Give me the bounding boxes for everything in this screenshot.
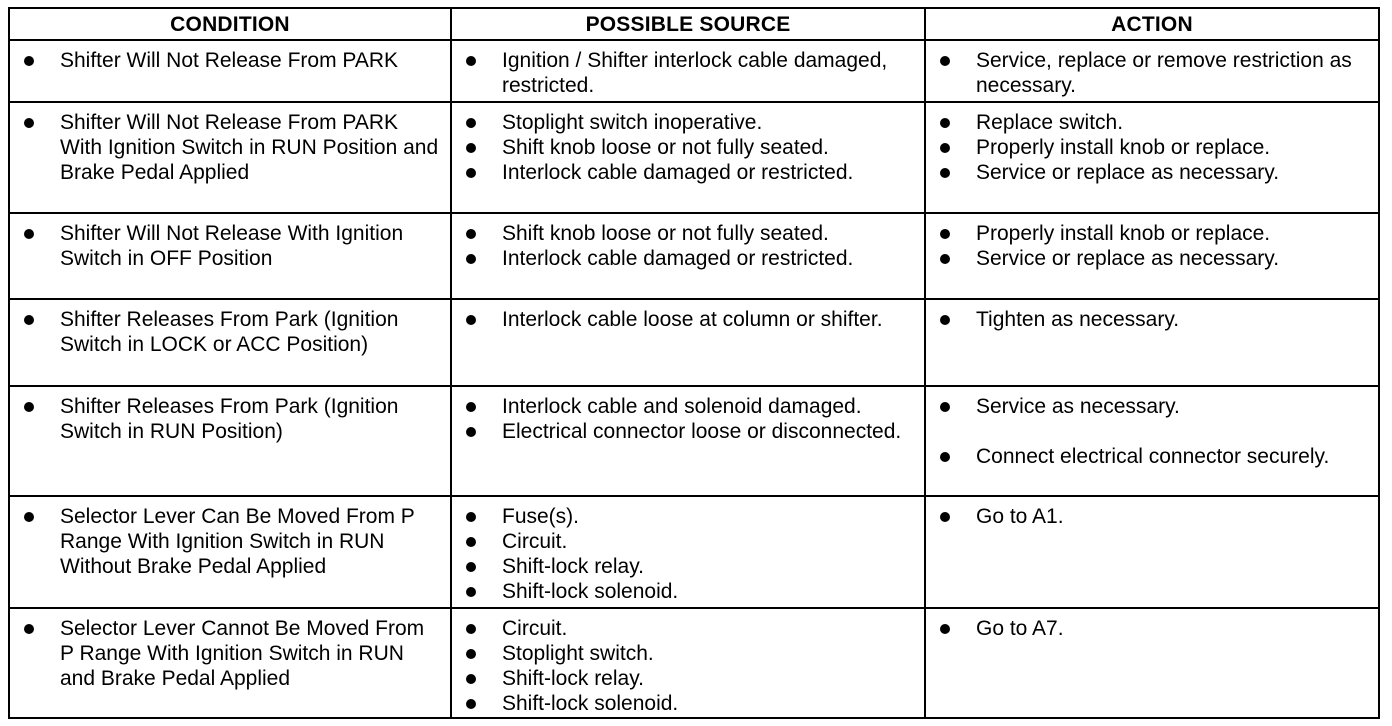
bullet-icon — [940, 624, 950, 634]
bullet-icon — [940, 402, 950, 412]
bullet-icon — [466, 562, 476, 572]
source-item-text: Shift knob loose or not fully seated. — [502, 136, 829, 160]
source-item-text: Ignition / Shifter interlock cable damaged, restricted. — [502, 49, 888, 97]
bullet-list — [452, 103, 924, 185]
bullet-icon — [24, 56, 34, 66]
source-item-text: Shift-lock relay. — [502, 554, 644, 578]
source-item-text: Interlock cable damaged or restricted. — [502, 161, 854, 185]
bullet-list — [10, 214, 450, 271]
action-item — [926, 444, 1368, 469]
action-item — [926, 246, 1368, 271]
bullet-icon — [940, 315, 950, 325]
action-item-text: Properly install knob or replace. — [976, 221, 1271, 245]
bullet-list — [452, 609, 924, 716]
action-item-text: Replace switch. — [976, 111, 1124, 135]
condition-item-text: Selector Lever Cannot Be Moved From P Range With Ignition Switch in RUN and Brake Pedal Applied — [60, 617, 425, 691]
condition-cell — [9, 386, 451, 496]
bullet-icon — [466, 587, 476, 597]
condition-item-text: Shifter Will Not Release With Ignition Switch in OFF Position — [60, 221, 404, 270]
bullet-icon — [466, 402, 476, 412]
source-item — [452, 691, 914, 716]
bullet-icon — [940, 168, 950, 178]
source-item-text: Circuit. — [502, 617, 568, 641]
source-item-text: Interlock cable and solenoid damaged. — [502, 394, 862, 418]
source-item-text: Fuse(s). — [502, 504, 580, 528]
action-item — [926, 394, 1368, 419]
action-item — [926, 504, 1368, 529]
header-action: ACTION — [925, 8, 1379, 40]
action-cell — [925, 102, 1379, 212]
bullet-icon — [466, 143, 476, 153]
condition-item — [10, 616, 440, 691]
bullet-icon — [466, 254, 476, 264]
action-item — [926, 48, 1368, 98]
bullet-icon — [466, 699, 476, 709]
action-item — [926, 221, 1368, 246]
bullet-icon — [940, 452, 950, 462]
source-cell — [451, 40, 925, 102]
action-item-text: Go to A7. — [976, 617, 1064, 641]
condition-item-text: Shifter Releases From Park (Ignition Switch in RUN Position) — [60, 394, 399, 443]
bullet-icon — [24, 229, 34, 239]
bullet-list — [10, 497, 450, 579]
bullet-list — [10, 41, 450, 73]
condition-cell — [9, 299, 451, 385]
action-cell — [925, 299, 1379, 385]
source-cell — [451, 102, 925, 212]
action-cell — [925, 40, 1379, 102]
condition-item — [10, 307, 440, 357]
source-item — [452, 579, 914, 604]
bullet-icon — [24, 512, 34, 522]
bullet-icon — [466, 674, 476, 684]
bullet-icon — [466, 512, 476, 522]
table-row — [9, 213, 1379, 299]
table-row — [9, 299, 1379, 385]
source-item — [452, 246, 914, 271]
condition-item — [10, 394, 440, 444]
bullet-icon — [940, 118, 950, 128]
source-cell — [451, 386, 925, 496]
condition-item — [10, 221, 440, 271]
bullet-list — [926, 300, 1378, 332]
bullet-icon — [24, 624, 34, 634]
condition-cell — [9, 213, 451, 299]
condition-item — [10, 110, 440, 185]
bullet-list — [452, 300, 924, 332]
condition-cell — [9, 40, 451, 102]
bullet-icon — [466, 56, 476, 66]
action-item-text: Service or replace as necessary. — [976, 161, 1280, 185]
condition-cell — [9, 496, 451, 608]
source-item — [452, 504, 914, 529]
header-condition: CONDITION — [9, 8, 451, 40]
condition-item-text: Selector Lever Can Be Moved From P Range With Ignition Switch in RUN Without Brake Pedal Applied — [60, 504, 415, 578]
table-row — [9, 608, 1379, 718]
source-item — [452, 666, 914, 691]
source-item-text: Shift-lock solenoid. — [502, 579, 679, 603]
source-item-text: Interlock cable damaged or restricted. — [502, 246, 854, 270]
bullet-icon — [466, 537, 476, 547]
bullet-icon — [24, 402, 34, 412]
bullet-list — [926, 103, 1378, 185]
bullet-list — [10, 103, 450, 185]
bullet-list — [926, 497, 1378, 529]
bullet-list — [452, 41, 924, 98]
source-item — [452, 160, 914, 185]
header-row — [9, 8, 1379, 40]
source-item-text: Shift-lock solenoid. — [502, 692, 679, 716]
source-item — [452, 48, 914, 98]
action-item-text: Service or replace as necessary. — [976, 246, 1280, 270]
source-item — [452, 419, 914, 444]
condition-item-text: Shifter Will Not Release From PARK With Ignition Switch in RUN Position and Brake Pedal Applied — [60, 111, 439, 185]
source-item-text: Electrical connector loose or disconnected. — [502, 419, 902, 443]
condition-item — [10, 48, 440, 73]
action-item — [926, 110, 1368, 135]
bullet-icon — [466, 427, 476, 437]
source-item — [452, 554, 914, 579]
bullet-icon — [466, 315, 476, 325]
source-item-text: Shift-lock relay. — [502, 667, 644, 691]
bullet-icon — [24, 315, 34, 325]
bullet-icon — [466, 624, 476, 634]
action-cell — [925, 608, 1379, 718]
bullet-icon — [940, 229, 950, 239]
source-item — [452, 529, 914, 554]
action-cell — [925, 386, 1379, 496]
action-item — [926, 135, 1368, 160]
action-item-text: Service as necessary. — [976, 394, 1180, 418]
condition-cell — [9, 608, 451, 718]
source-cell — [451, 496, 925, 608]
bullet-icon — [466, 229, 476, 239]
table-row — [9, 386, 1379, 496]
action-item-text: Service, replace or remove restriction as necessary. — [976, 49, 1352, 97]
source-item-text: Shift knob loose or not fully seated. — [502, 221, 829, 245]
action-item — [926, 160, 1368, 185]
bullet-icon — [466, 168, 476, 178]
bullet-list — [926, 609, 1378, 641]
source-item-text: Interlock cable loose at column or shifter. — [502, 308, 883, 332]
source-item — [452, 307, 914, 332]
source-item — [452, 221, 914, 246]
source-item-text: Stoplight switch inoperative. — [502, 111, 763, 135]
bullet-icon — [466, 649, 476, 659]
bullet-list — [10, 300, 450, 357]
bullet-icon — [940, 512, 950, 522]
action-item-text: Connect electrical connector securely. — [976, 444, 1330, 468]
bullet-icon — [940, 56, 950, 66]
source-item — [452, 135, 914, 160]
source-item — [452, 394, 914, 419]
bullet-icon — [24, 118, 34, 128]
action-cell — [925, 213, 1379, 299]
source-cell — [451, 608, 925, 718]
condition-item-text: Shifter Releases From Park (Ignition Switch in LOCK or ACC Position) — [60, 308, 399, 357]
bullet-list — [452, 387, 924, 444]
action-item — [926, 307, 1368, 332]
source-item — [452, 616, 914, 641]
action-item-text: Properly install knob or replace. — [976, 136, 1271, 160]
source-item-text: Stoplight switch. — [502, 642, 654, 666]
source-item — [452, 641, 914, 666]
bullet-list — [10, 609, 450, 691]
source-cell — [451, 299, 925, 385]
condition-cell — [9, 102, 451, 212]
diagnosis-table — [8, 7, 1380, 719]
action-cell — [925, 496, 1379, 608]
table-row — [9, 40, 1379, 102]
condition-item-text: Shifter Will Not Release From PARK — [60, 49, 399, 72]
bullet-icon — [940, 254, 950, 264]
bullet-list — [926, 214, 1378, 271]
action-item-text: Go to A1. — [976, 504, 1064, 528]
header-possible-source: POSSIBLE SOURCE — [451, 8, 925, 40]
bullet-list — [452, 214, 924, 271]
table-row — [9, 496, 1379, 608]
source-item-text: Circuit. — [502, 529, 568, 553]
bullet-list — [926, 41, 1378, 98]
bullet-icon — [466, 118, 476, 128]
source-item — [452, 110, 914, 135]
table-row — [9, 102, 1379, 212]
action-item-text: Tighten as necessary. — [976, 308, 1180, 332]
bullet-list — [926, 387, 1378, 469]
condition-item — [10, 504, 440, 579]
source-cell — [451, 213, 925, 299]
bullet-list — [452, 497, 924, 604]
bullet-icon — [940, 143, 950, 153]
action-item — [926, 616, 1368, 641]
bullet-list — [10, 387, 450, 444]
